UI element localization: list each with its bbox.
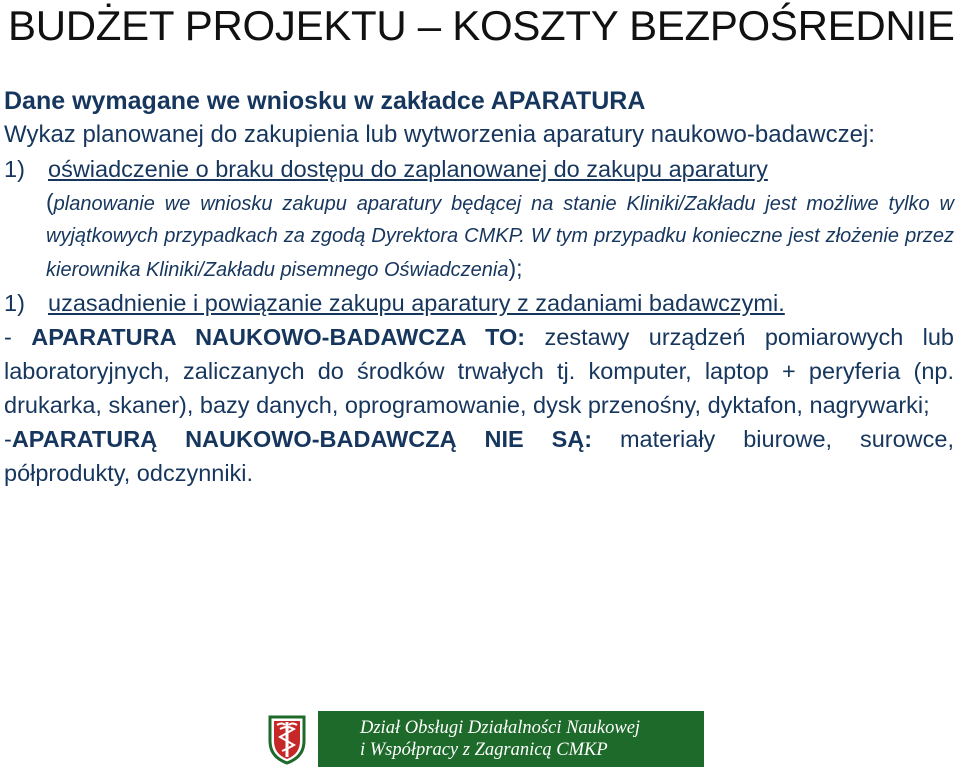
department-logo — [256, 711, 704, 767]
bullet-exclusion — [4, 422, 954, 490]
slide-content — [4, 84, 954, 490]
bullet-text: materiały biurowe, surowce, półprodukty, odczynniki. — [4, 426, 954, 486]
intro-text: Wykaz planowanej do zakupienia lub wytworzenia aparatury naukowo-badawczej: — [4, 121, 875, 148]
item-number: 1) — [4, 156, 25, 182]
note-open-paren: ( — [46, 189, 54, 215]
note-text: planowanie we wniosku zakupu aparatury będącej na stanie Kliniki/Zakładu jest możliwe tylko w wyjątkowych przypadkach za zgodą Dyrektora CMKP. W tym przypadku konieczne jest złożenie przez kierownika Kliniki/Zakładu pisemnego Oświadczenia — [46, 193, 954, 281]
list-item — [4, 152, 954, 186]
slide-title: BUDŻET PROJEKTU – KOSZTY BEZPOŚREDNIE — [8, 2, 955, 49]
caduceus-shield-icon — [256, 711, 318, 767]
bullet-bold: APARATURA NAUKOWO-BADAWCZA TO: — [31, 324, 526, 350]
italic-note — [4, 186, 954, 286]
item-text: oświadczenie o braku dostępu do zaplanowanej do zakupu aparatury — [48, 156, 768, 182]
section-heading: Dane wymagane we wniosku w zakładce APARATURA — [4, 87, 646, 115]
note-close-paren: ); — [508, 255, 523, 281]
bullet-definition — [4, 320, 954, 422]
list-item — [4, 286, 954, 320]
bullet-bold: APARATURĄ NAUKOWO-BADAWCZĄ NIE SĄ: — [11, 426, 593, 452]
item-number: 1) — [4, 290, 25, 316]
logo-line-2: i Współpracy z Zagranicą CMKP — [360, 740, 608, 760]
bullet-prefix: - — [4, 426, 12, 452]
item-text: uzasadnienie i powiązanie zakupu aparatury z zadaniami badawczymi. — [48, 290, 785, 316]
logo-line-1: Dział Obsługi Działalności Naukowej — [360, 718, 641, 738]
bullet-prefix: - — [4, 324, 32, 350]
logo-text — [318, 717, 640, 761]
bullet-text: zestawy urządzeń pomiarowych lub laboratoryjnych, zaliczanych do środków trwałych tj. komputer, laptop + peryferia (np. drukarka, skaner), bazy danych, oprogramowanie, dysk przenośny, dyktafon, nagrywarki; — [4, 324, 955, 418]
